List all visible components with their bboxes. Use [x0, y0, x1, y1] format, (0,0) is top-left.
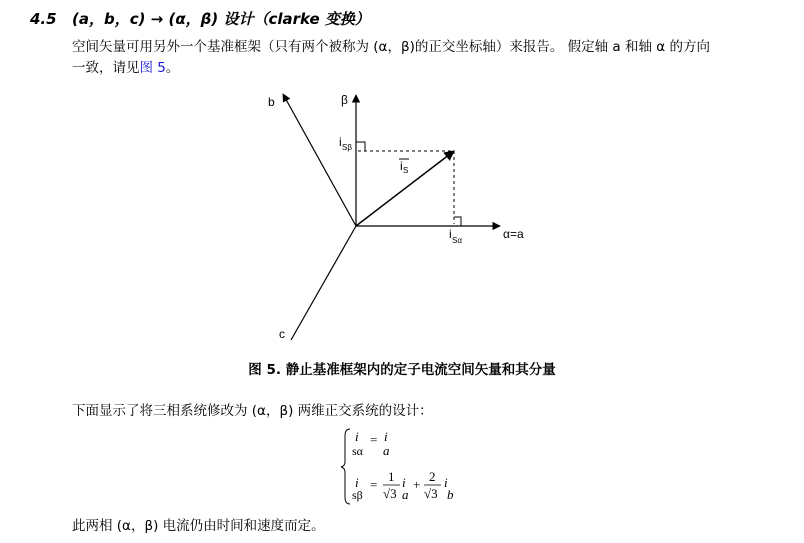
design-text: 下面显示了将三相系统修改为 (α，β) 两维正交系统的设计： [72, 403, 433, 419]
term2-var: i [444, 475, 448, 490]
figure-caption: 图 5. 静止基准框架内的定子电流空间矢量和其分量 [248, 362, 556, 378]
frac2-num: 2 [429, 469, 436, 484]
right-angle-marker-beta [356, 142, 365, 151]
eq1-rhs-sub: a [383, 443, 390, 458]
frac2-den: √3 [424, 486, 438, 501]
intro-line-2-prefix: 一致，请见 [72, 60, 140, 76]
eq1-lhs: i [355, 429, 359, 444]
label-i-alpha-sub: Sα [452, 236, 462, 245]
label-i-alpha: i [449, 227, 452, 241]
figure-5-link[interactable]: 图 5 [139, 60, 166, 76]
label-beta: β [341, 93, 348, 107]
section-number: 4.5 [30, 10, 57, 28]
eq2-plus: + [413, 477, 421, 492]
equation-brace [341, 429, 350, 504]
intro-line-1: 空间矢量可用另外一个基准框架（只有两个被称为 (α，β)的正交坐标轴）来报告。 假定轴 a 和轴 α 的方向 [72, 39, 710, 55]
frac1-num: 1 [388, 469, 395, 484]
label-is: i [400, 159, 403, 173]
label-is-sub: S [403, 166, 409, 175]
eq2-lhs-sub: sβ [352, 488, 363, 502]
eq1-lhs-sub: sα [352, 444, 363, 458]
label-b: b [268, 95, 275, 109]
eq2-lhs: i [355, 475, 359, 490]
eq1-rhs: i [384, 429, 388, 444]
term2-sub: b [447, 487, 454, 502]
is-vector [356, 151, 454, 226]
eq2-eq: = [370, 477, 378, 492]
c-axis [291, 226, 356, 340]
label-alpha-a: α=a [503, 227, 524, 241]
section-title: (a，b，c) → (α，β) 设计（clarke 变换） [72, 10, 370, 28]
term1-sub: a [402, 487, 409, 502]
b-axis [283, 94, 356, 226]
label-c: c [279, 327, 285, 341]
closing-text: 此两相 (α，β) 电流仍由时间和速度而定。 [72, 518, 325, 534]
frac1-den: √3 [383, 486, 397, 501]
eq1-eq: = [370, 432, 378, 447]
intro-line-2-suffix: 。 [165, 60, 180, 76]
right-angle-marker-alpha [454, 217, 461, 226]
label-i-beta: i [339, 135, 342, 149]
term1-var: i [402, 475, 406, 490]
label-i-beta-sub: Sβ [342, 143, 352, 152]
